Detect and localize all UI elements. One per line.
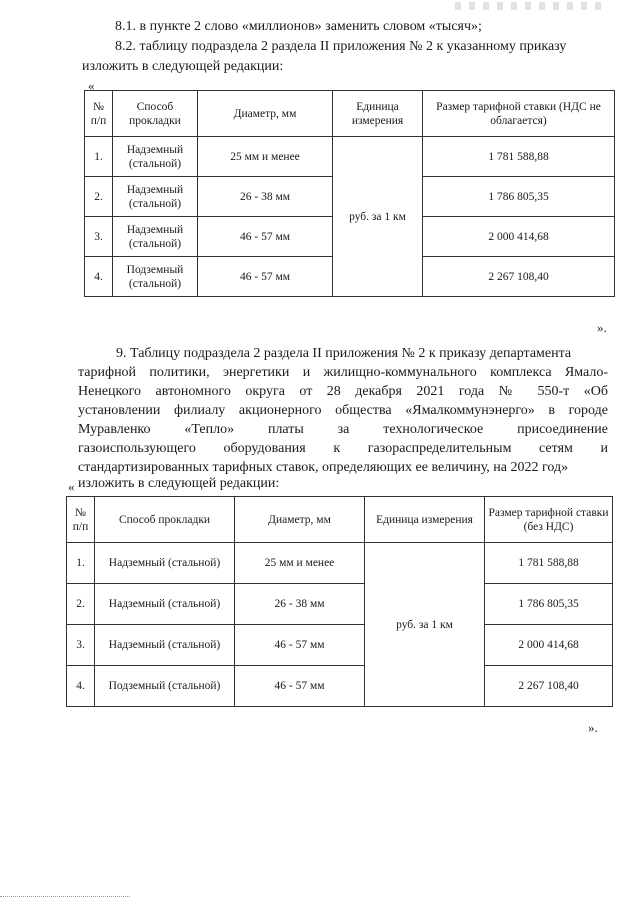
row-method: Надземный (стальной) <box>113 137 198 177</box>
row-rate: 1 781 588,88 <box>485 543 613 584</box>
row-num: 3. <box>67 625 95 666</box>
col-header-num: № п/п <box>67 497 95 543</box>
row-num: 4. <box>67 666 95 707</box>
clause-8-1: 8.1. в пункте 2 слово «миллионов» заменить словом «тысяч»; <box>115 19 482 34</box>
row-rate: 2 000 414,68 <box>423 217 615 257</box>
col-header-num: № п/п <box>85 91 113 137</box>
col-header-rate: Размер тарифной ставки (НДС не облагается) <box>423 91 615 137</box>
quote-close-2: ». <box>588 720 598 735</box>
clause-9-line: 9. Таблицу подраздела 2 раздела II приложения № 2 к приказу департамента <box>116 346 572 361</box>
row-method: Надземный (стальной) <box>113 217 198 257</box>
row-method: Надземный (стальной) <box>95 625 235 666</box>
clause-9-line: Муравленко «Тепло» платы за технологическое присоединение <box>78 422 608 437</box>
clause-9-line: стандартизированных тарифных ставок, определяющих ее величину, на 2022 год» <box>78 460 569 475</box>
table-row <box>67 584 613 625</box>
clause-9-line: изложить в следующей редакции: <box>78 476 280 491</box>
row-rate: 2 267 108,40 <box>485 666 613 707</box>
col-header-diameter: Диаметр, мм <box>198 91 333 137</box>
unit-cell: руб. за 1 км <box>333 137 423 297</box>
row-rate: 1 781 588,88 <box>423 137 615 177</box>
clause-9-line: тарифной политики, энергетики и жилищно-коммунального комплекса Ямало- <box>78 365 608 380</box>
quote-close-1: ». <box>597 320 607 335</box>
row-diameter: 46 - 57 мм <box>198 257 333 297</box>
table-row <box>67 666 613 707</box>
row-num: 1. <box>85 137 113 177</box>
row-num: 2. <box>85 177 113 217</box>
row-diameter: 46 - 57 мм <box>235 666 365 707</box>
table-row <box>67 543 613 584</box>
row-method: Надземный (стальной) <box>95 584 235 625</box>
quote-open-1: « <box>88 78 95 93</box>
table-header-row <box>67 497 613 543</box>
tariff-table-1 <box>84 90 615 297</box>
table-row <box>85 137 615 177</box>
scan-artifact <box>455 2 605 10</box>
col-header-rate: Размер тарифной ставки (без НДС) <box>485 497 613 543</box>
row-method: Надземный (стальной) <box>95 543 235 584</box>
row-diameter: 46 - 57 мм <box>198 217 333 257</box>
row-num: 2. <box>67 584 95 625</box>
table-header-row <box>85 91 615 137</box>
row-method: Подземный (стальной) <box>95 666 235 707</box>
col-header-method: Способ прокладки <box>95 497 235 543</box>
row-diameter: 25 мм и менее <box>235 543 365 584</box>
row-rate: 1 786 805,35 <box>423 177 615 217</box>
row-rate: 2 000 414,68 <box>485 625 613 666</box>
row-rate: 2 267 108,40 <box>423 257 615 297</box>
clause-9-line: Ненецкого автономного округа от 28 декабря 2021 года № 550-т «Об <box>78 384 608 399</box>
col-header-diameter: Диаметр, мм <box>235 497 365 543</box>
row-method: Подземный (стальной) <box>113 257 198 297</box>
col-header-unit: Единица измерения <box>333 91 423 137</box>
col-header-method: Способ прокладки <box>113 91 198 137</box>
row-num: 1. <box>67 543 95 584</box>
clause-8-2: 8.2. таблицу подраздела 2 раздела II приложения № 2 к указанному приказу <box>115 39 567 54</box>
row-num: 4. <box>85 257 113 297</box>
row-diameter: 26 - 38 мм <box>198 177 333 217</box>
page-edge-divider <box>0 896 130 897</box>
clause-9-line: газоиспользующего оборудования к газораспределительным сетям и <box>78 441 608 456</box>
row-diameter: 26 - 38 мм <box>235 584 365 625</box>
row-diameter: 25 мм и менее <box>198 137 333 177</box>
table-row <box>67 625 613 666</box>
clause-9-line: установлении филиалу акционерного общества «Ямалкоммунэнерго» в городе <box>78 403 608 418</box>
row-diameter: 46 - 57 мм <box>235 625 365 666</box>
unit-cell: руб. за 1 км <box>365 543 485 707</box>
quote-open-2: « <box>68 479 75 494</box>
tariff-table-2 <box>66 496 613 707</box>
col-header-unit: Единица измерения <box>365 497 485 543</box>
row-num: 3. <box>85 217 113 257</box>
row-method: Надземный (стальной) <box>113 177 198 217</box>
clause-8-2-cont: изложить в следующей редакции: <box>82 59 284 74</box>
row-rate: 1 786 805,35 <box>485 584 613 625</box>
